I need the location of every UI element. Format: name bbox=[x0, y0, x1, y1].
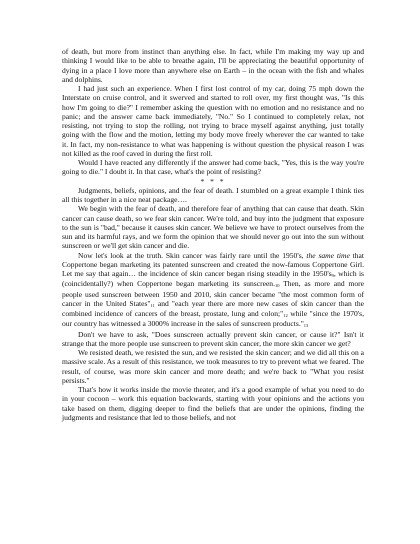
footnote-ref-12: 12 bbox=[283, 313, 288, 318]
footnote-ref-9: 9 bbox=[331, 273, 334, 278]
paragraph-4: Judgments, beliefs, opinions, and the fear of death. I stumbled on a great example I think ties all this together in a nice neat package…. bbox=[62, 185, 364, 204]
paragraph-6-text-b: that Coppertone began marketing its patented sunscreen and created the now-famous Coppertone Girl. Let me say that again… the incidence of skin cancer began rising steadily in the 1950's bbox=[62, 250, 364, 278]
paragraph-8: We resisted death, we resisted the sun, and we resisted the skin cancer; and we did all this on a massive scale. As a result of this resistance, we took measures to try to prevent what we feared. The result, of course, was more skin cancer and more death; and we're back to "What you resist persists." bbox=[62, 348, 364, 385]
paragraph-6-text-a: Now let's look at the truth. Skin cancer was fairly rare until the 1950's, bbox=[78, 250, 307, 260]
paragraph-6-text-d: Then, as more and more people used sunscreen between 1950 and 2010, skin cancer became "the most common form of cancer in the United States" bbox=[62, 279, 364, 308]
paragraph-6-text-f: while "since the 1970's, our country has witnessed a 3000% increase in the sales of sunscreen products." bbox=[62, 309, 364, 329]
document-page bbox=[62, 47, 364, 422]
footnote-ref-10: 10 bbox=[274, 283, 280, 289]
footnote-ref-13: 13 bbox=[303, 323, 309, 329]
paragraph-5: We begin with the fear of death, and therefore fear of anything that can cause that death. Skin cancer can cause death, so we fear skin cancer. We're told, and buy into the judgment that exposure to the sun is "bad," because it causes skin cancer. We believe we have to protect ourselves from the sun and its harmful rays, and we form the opinion that we should never go out into the sun without sunscreen or we'll get skin cancer and die. bbox=[62, 204, 364, 251]
paragraph-6 bbox=[62, 251, 364, 330]
paragraph-7: Don't we have to ask, "Does sunscreen actually prevent skin cancer, or cause it?" Isn't it strange that the more people use sunscreen to prevent skin cancer, the more skin cancer we get? bbox=[62, 329, 364, 348]
paragraph-1: of death, but more from instinct than anything else. In fact, while I'm making my way up and thinking I would like to be able to breathe again, I'll be appreciating the beautiful opportunity of dying in a place I love more than anywhere else on Earth – in the ocean with the fish and whales and dolphins. bbox=[62, 47, 364, 84]
paragraph-6-text-e: and "each year there are more new cases of skin cancer than the combined incidence of cancers of the breast, prostate, lung and colon;" bbox=[62, 298, 364, 318]
paragraph-9: That's how it works inside the movie theater, and it's a good example of what you need to do in your cocoon – work this equation backwards, starting with your opinions and the actions you take based on them, digging deeper to find the beliefs that are under the opinions, finding the judgments and resistance that led to those beliefs, and not bbox=[62, 385, 364, 422]
paragraph-3: Would I have reacted any differently if the answer had come back, "Yes, this is the way you're going to die." I doubt it. In that case, what's the point of resisting? bbox=[62, 158, 364, 177]
section-separator: * * * bbox=[200, 176, 226, 186]
footnote-ref-11: 11 bbox=[150, 302, 155, 308]
paragraph-6-text-c: , which is (coincidentally?) when Coppertone began marketing its sunscreen. bbox=[62, 269, 364, 289]
paragraph-2: I had just such an experience. When I first lost control of my car, doing 75 mph down the Interstate on cruise control, and it swerved and started to roll over, my first thought was, "Is this how I'm going to die?" I remember asking the question with no emotion and no resistance and no panic; and the answer came back immediately, "No." So I continued to completely relax, not resisting, not trying to stop the rolling, not trying to brace myself against anything, just totally going with the flow and the motion, letting my body move freely wherever the car wanted to take it. In fact, my non-resistance to what was happening is without question the physical reason I was not killed as the roof caved in during the first roll. bbox=[62, 84, 364, 158]
paragraph-6-emphasis: the same time bbox=[306, 250, 350, 260]
